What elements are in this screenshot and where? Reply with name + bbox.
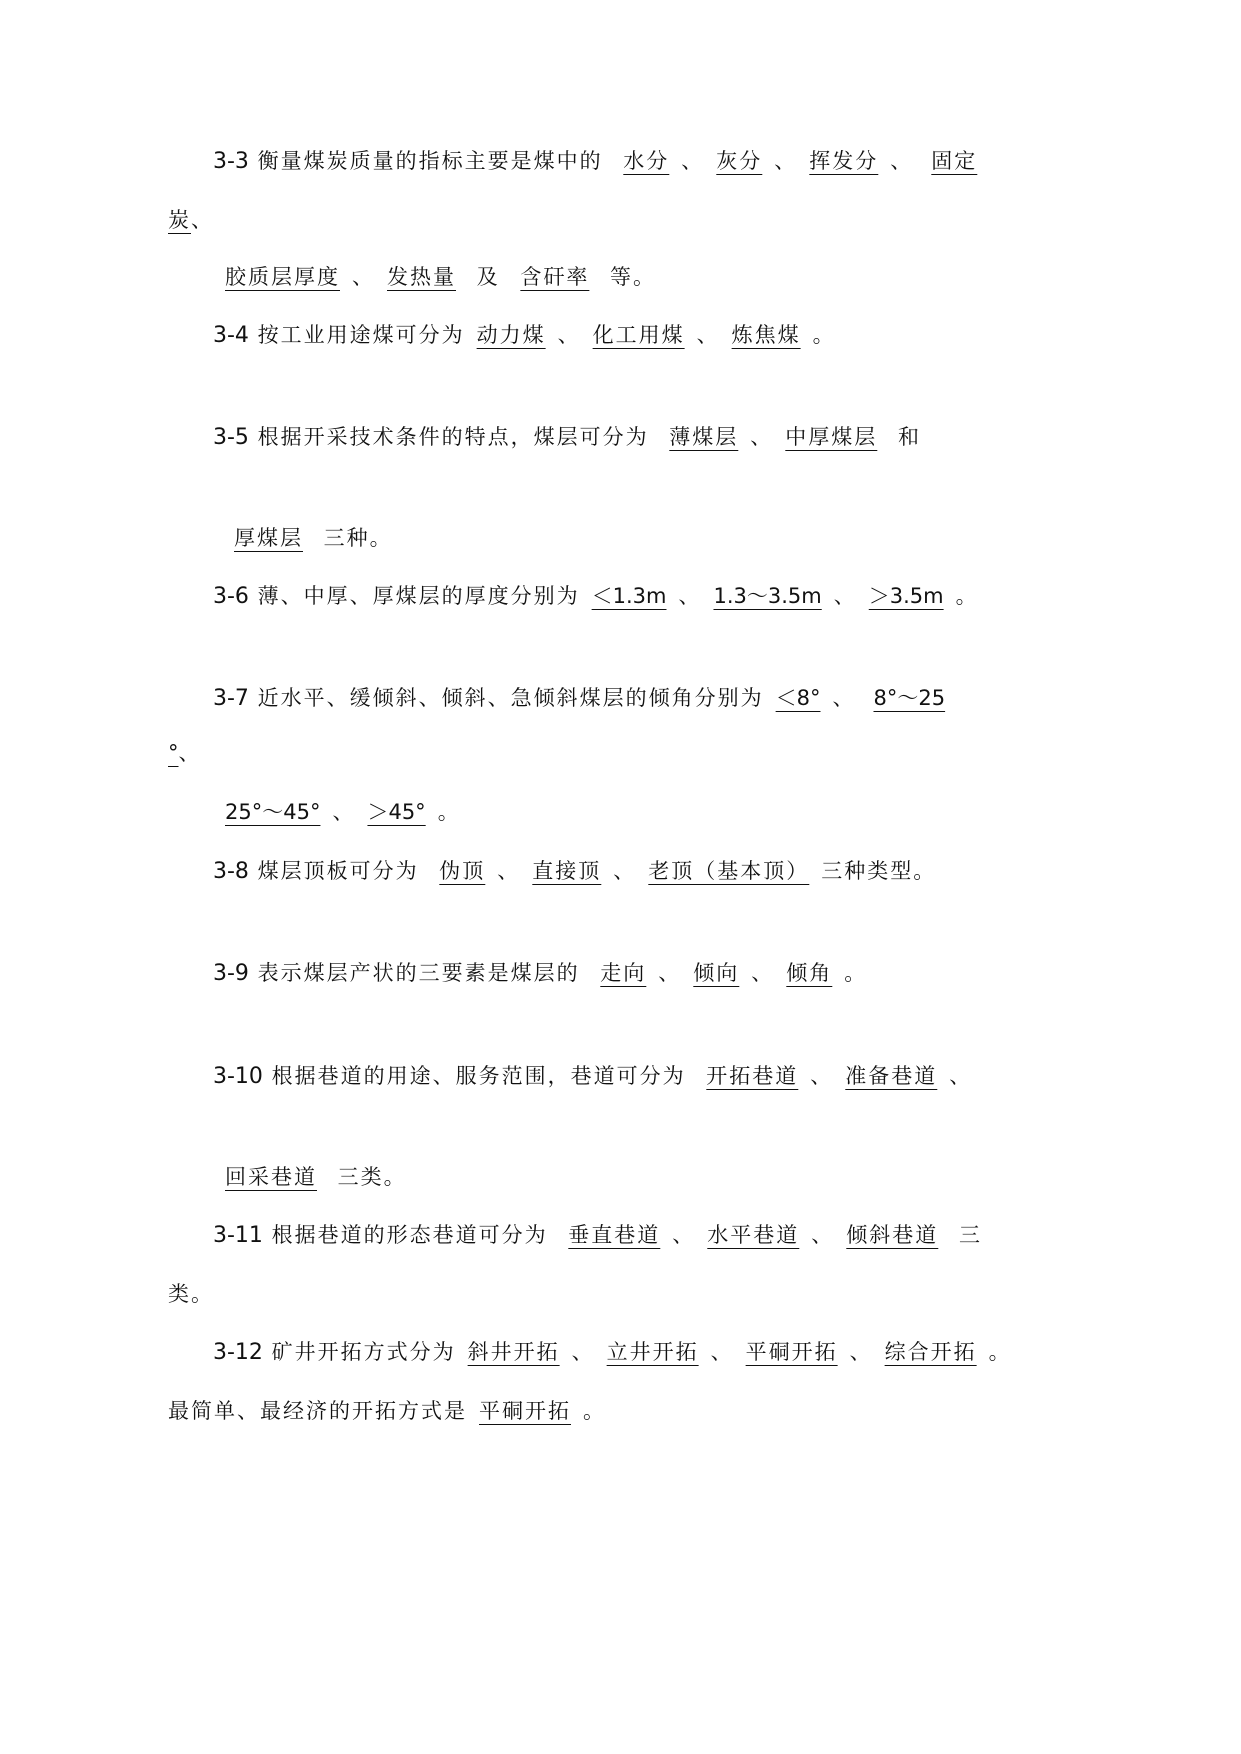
answer-blank: 老顶（基本顶） <box>648 859 810 883</box>
answer-blank: ＞45° <box>367 800 426 824</box>
separator: 、 <box>849 1340 873 1364</box>
answer-blank: 固定 <box>931 149 978 173</box>
question-3-9 <box>213 958 867 989</box>
question-end: 。 <box>955 584 979 608</box>
question-end: 。 <box>437 800 461 824</box>
question-end: 三种类型。 <box>821 859 937 883</box>
answer-blank: 1.3～3.5m <box>713 584 822 608</box>
answer-blank: ＞3.5m <box>868 584 944 608</box>
answer-blank: 胶质层厚度 <box>225 265 340 289</box>
question-3-8 <box>213 856 936 887</box>
answer-blank: 中厚煤层 <box>785 425 878 449</box>
answer-blank: 8°～25 <box>873 686 946 710</box>
question-end: 三 <box>950 1223 982 1247</box>
answer-blank: 薄煤层 <box>669 425 739 449</box>
question-3-12 <box>213 1337 1012 1368</box>
answer-blank: 炼焦煤 <box>731 323 801 347</box>
separator: 、 <box>949 1064 973 1088</box>
answer-blank: 斜井开拓 <box>467 1340 560 1364</box>
separator: 、 <box>681 149 705 173</box>
question-end: 。 <box>583 1399 606 1423</box>
question-number: 3-7 <box>213 686 249 711</box>
separator: 、 <box>178 741 202 765</box>
question-3-12-line2 <box>168 1396 606 1426</box>
answer-blank: ＜8° <box>775 686 821 710</box>
question-number: 3-12 <box>213 1340 263 1365</box>
answer-blank: ° <box>168 741 179 765</box>
answer-blank: 平硐开拓 <box>479 1399 571 1423</box>
question-stem: 薄、中厚、厚煤层的厚度分别为 <box>248 584 580 608</box>
question-3-7-wrap <box>168 738 202 768</box>
answer-blank: 厚煤层 <box>234 526 303 550</box>
separator: 、 <box>557 323 581 347</box>
answer-blank: 垂直巷道 <box>568 1223 661 1247</box>
question-number: 3-11 <box>213 1223 263 1248</box>
question-3-3-line2 <box>213 262 656 292</box>
question-number: 3-9 <box>213 961 249 986</box>
separator: 、 <box>710 1340 734 1364</box>
question-end: 三类。 <box>329 1165 407 1189</box>
separator: 、 <box>672 1223 696 1247</box>
answer-blank: 倾向 <box>693 961 740 985</box>
question-end: 。 <box>844 961 868 985</box>
question-3-10-line2 <box>213 1162 407 1192</box>
question-stem: 根据巷道的用途、服务范围，巷道可分为 <box>262 1064 695 1088</box>
question-3-7-line2 <box>213 797 461 827</box>
question-number: 3-4 <box>213 323 249 348</box>
answer-blank: 化工用煤 <box>592 323 685 347</box>
separator: 、 <box>811 1223 835 1247</box>
question-stem: 矿井开拓方式分为 <box>262 1340 456 1364</box>
separator: 、 <box>833 584 857 608</box>
separator: 、 <box>832 686 856 710</box>
separator: 、 <box>497 859 521 883</box>
separator: 、 <box>678 584 702 608</box>
answer-blank: 综合开拓 <box>884 1340 977 1364</box>
separator: 、 <box>750 425 774 449</box>
answer-blank: 发热量 <box>387 265 456 289</box>
question-end: 类。 <box>168 1282 214 1306</box>
answer-blank: ＜1.3m <box>591 584 667 608</box>
answer-blank: 走向 <box>600 961 647 985</box>
separator: 、 <box>774 149 798 173</box>
question-number: 3-5 <box>213 425 249 450</box>
answer-blank: 平硐开拓 <box>745 1340 838 1364</box>
connector-text: 及 <box>468 265 509 289</box>
question-number: 3-8 <box>213 859 249 884</box>
separator: 、 <box>352 265 375 289</box>
separator: 、 <box>191 208 214 232</box>
answer-blank: 倾角 <box>786 961 833 985</box>
question-3-3 <box>213 146 983 177</box>
question-3-10 <box>213 1061 972 1092</box>
connector-text: 和 <box>889 425 921 449</box>
answer-blank: 开拓巷道 <box>706 1064 799 1088</box>
answer-blank: 立井开拓 <box>606 1340 699 1364</box>
question-3-4 <box>213 320 836 351</box>
answer-blank: 炭 <box>168 208 191 232</box>
separator: 、 <box>810 1064 834 1088</box>
question-stem: 表示煤层产状的三要素是煤层的 <box>248 961 589 985</box>
question-end: 。 <box>812 323 836 347</box>
question-3-7 <box>213 683 951 714</box>
separator: 、 <box>751 961 775 985</box>
question-3-5 <box>213 422 921 453</box>
answer-blank: 伪顶 <box>439 859 486 883</box>
question-stem: 近水平、缓倾斜、倾斜、急倾斜煤层的倾角分别为 <box>248 686 764 710</box>
question-stem: 煤层顶板可分为 <box>248 859 428 883</box>
answer-blank: 水分 <box>623 149 670 173</box>
question-stem: 根据开采技术条件的特点，煤层可分为 <box>248 425 658 449</box>
separator: 、 <box>696 323 720 347</box>
question-end: 三种。 <box>315 526 393 550</box>
question-end: 。 <box>988 1340 1012 1364</box>
question-3-11-wrap <box>168 1279 214 1309</box>
question-stem: 根据巷道的形态巷道可分为 <box>262 1223 557 1247</box>
question-3-11 <box>213 1220 982 1251</box>
separator: 、 <box>890 149 914 173</box>
answer-blank: 灰分 <box>716 149 763 173</box>
question-stem: 最简单、最经济的开拓方式是 <box>168 1399 467 1423</box>
question-stem: 按工业用途煤可分为 <box>248 323 465 347</box>
question-3-3-wrap <box>168 205 214 235</box>
question-number: 3-6 <box>213 584 249 609</box>
separator: 、 <box>332 800 356 824</box>
question-stem: 衡量煤炭质量的指标主要是煤中的 <box>248 149 612 173</box>
separator: 、 <box>613 859 637 883</box>
separator: 、 <box>658 961 682 985</box>
question-number: 3-10 <box>213 1064 263 1089</box>
answer-blank: 动力煤 <box>476 323 546 347</box>
question-3-6 <box>213 581 979 612</box>
answer-blank: 准备巷道 <box>845 1064 938 1088</box>
answer-blank: 倾斜巷道 <box>846 1223 939 1247</box>
answer-blank: 直接顶 <box>532 859 602 883</box>
question-3-5-line2 <box>222 523 393 553</box>
question-end: 等。 <box>601 265 657 289</box>
answer-blank: 水平巷道 <box>707 1223 800 1247</box>
separator: 、 <box>571 1340 595 1364</box>
question-number: 3-3 <box>213 149 249 174</box>
answer-blank: 含矸率 <box>520 265 590 289</box>
answer-blank: 挥发分 <box>809 149 879 173</box>
answer-blank: 25°～45° <box>225 800 321 824</box>
answer-blank: 回采巷道 <box>225 1165 317 1189</box>
